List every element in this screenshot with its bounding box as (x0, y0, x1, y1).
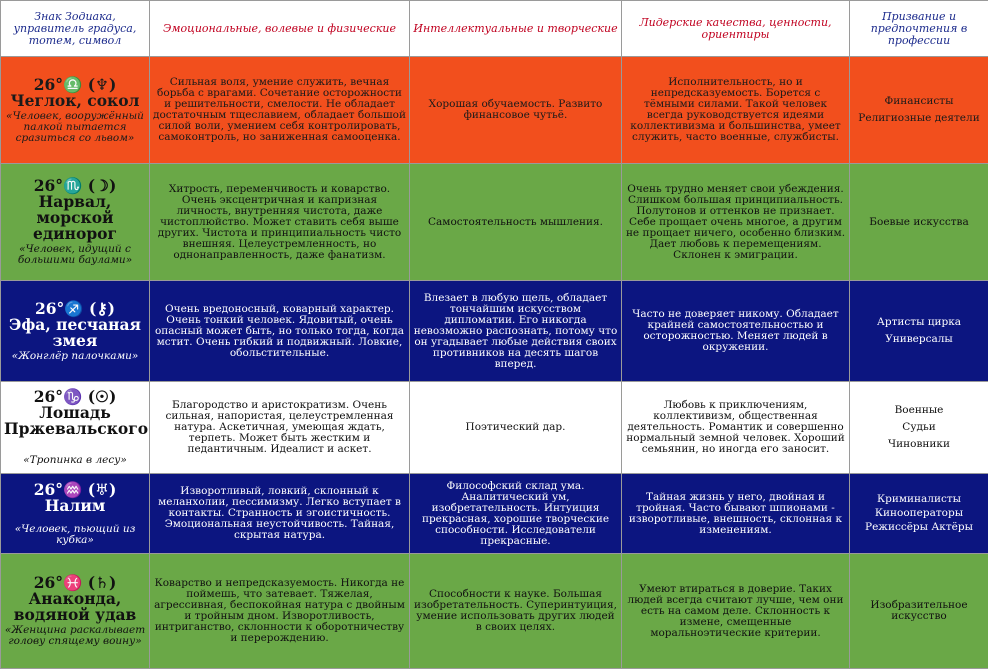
professions-cell (850, 554, 988, 669)
header-leadership: Лидерские качества, ценности, ориентиры (622, 1, 850, 57)
profession-item: Универсалы (885, 333, 953, 345)
professions-cell (850, 382, 988, 474)
professions-cell (850, 281, 988, 382)
sign-degree: 26°♎ (♆) (33, 74, 117, 94)
emotional-cell: Сильная воля, умение служить, вечная борьба с врагами. Сочетание осторожности и решительности, смелости. Не обладает достаточным тщеславием, обладает большой силой воли, умением себя контролировать, самоконтроль, но заниженная самооценка. (150, 57, 410, 164)
symbol-motto: «Человек, вооружённый палкой пытается сразиться со львом» (6, 109, 144, 144)
intellectual-cell: Хорошая обучаемость. Развито финансовое чутьё. (410, 57, 622, 164)
profession-item: Изобразительное искусство (870, 599, 968, 622)
header-intellectual: Интеллектуальные и творческие (410, 1, 622, 57)
sign-degree: 26°♏ (☽) (33, 176, 117, 195)
emotional-cell: Изворотливый, ловкий, склонный к меланхолии, пессимизму. Легко вступает в контакты. Странность и эгоистичность. Эмоциональная неустойчивость. Тайная, скрытая натура. (150, 474, 410, 554)
header-professions: Призвание и предпочтения в профессии (850, 1, 988, 57)
profession-item: Чиновники (888, 438, 950, 450)
professions-cell (850, 57, 988, 164)
sign-cell (1, 164, 150, 281)
profession-item: Кинооператоры (874, 507, 964, 519)
emotional-cell: Хитрость, переменчивость и коварство. Очень эксцентричная и капризная личность, внутренняя чистота, даже чистоплюйство. Может ставить себя выше других. Чистота и принципиальность чисто внешняя. Целеустремленность, но однонаправленность, даже фанатизм. (150, 164, 410, 281)
sign-cell (1, 57, 150, 164)
sign-degree: 26°♑ (☉) (33, 387, 117, 406)
sign-cell (1, 554, 150, 669)
totem-name: Нарвал, морской единорог (32, 192, 118, 243)
leadership-cell: Часто не доверяет никому. Обладает крайней самостоятельностью и осторожностью. Меняет людей в окружении. (622, 281, 850, 382)
intellectual-cell: Философский склад ума. Аналитический ум, изобретательность. Интуиция прекрасная, хорошие творческие способности. Исследователи прекрасные. (410, 474, 622, 554)
symbol-motto: «Человек, идущий с большими баулами» (17, 243, 133, 266)
profession-item: Режиссёры Актёры (865, 521, 973, 533)
intellectual-cell: Способности к науке. Большая изобретательность. Суперинтуиция, умение использовать других людей в своих целях. (410, 554, 622, 669)
symbol-motto: «Жонглёр палочками» (11, 349, 139, 362)
intellectual-cell: Поэтический дар. (410, 382, 622, 474)
sign-degree: 26°♐ (⚷) (34, 298, 116, 318)
profession-item: Религиозные деятели (858, 112, 980, 124)
intellectual-cell: Влезает в любую щель, обладает тончайшим искусством дипломатии. Его никогда невозможно распознать, потому что он угадывает любые действия своих противников на десять шагов вперед. (410, 281, 622, 382)
profession-item: Боевые искусства (869, 215, 969, 228)
header-emotional: Эмоциональные, волевые и физические (150, 1, 410, 57)
table-row (1, 382, 988, 474)
sign-degree: 26°♒ (♅) (33, 479, 117, 499)
sign-degree: 26°♓ (♄) (33, 573, 117, 592)
table-row (1, 57, 988, 164)
sign-cell (1, 474, 150, 554)
totem-name: Анаконда, водяной удав (13, 589, 137, 624)
table-row (1, 554, 988, 669)
leadership-cell: Очень трудно меняет свои убеждения. Слишком большая принципиальность. Полутонов и оттенков не признает. Себе прощает очень многое, а другим не прощает ничего, особенно близким. Дает любовь к перемещениям. Склонен к эмиграции. (622, 164, 850, 281)
symbol-motto: «Женщина раскалывает голову спящему воину» (4, 624, 146, 647)
sign-cell (1, 281, 150, 382)
symbol-motto: «Человек, пьющий из кубка» (14, 522, 136, 546)
totem-name: Эфа, песчаная змея (8, 314, 141, 350)
professions-cell (850, 164, 988, 281)
header-row (1, 1, 988, 57)
symbol-motto: «Тропинка в лесу» (23, 454, 127, 466)
leadership-cell: Тайная жизнь у него, двойная и тройная. Часто бывают шпионами - изворотливые, внешность, склонная к изменениям. (622, 474, 850, 554)
totem-name: Лошадь Пржевальского (4, 403, 149, 438)
intellectual-cell: Самостоятельность мышления. (410, 164, 622, 281)
totem-name: Налим (44, 495, 106, 515)
profession-item: Военные (894, 404, 944, 416)
profession-item: Криминалисты (877, 493, 961, 505)
table-row (1, 474, 988, 554)
profession-item: Судьи (902, 421, 936, 433)
leadership-cell: Умеют втираться в доверие. Таких людей всегда считают лучше, чем они есть на самом деле. Склонность к измене, смещенные моральноэтические критерии. (622, 554, 850, 669)
profession-item: Финансисты (884, 95, 954, 107)
sign-cell (1, 382, 150, 474)
table-row (1, 281, 988, 382)
totem-name: Чеглок, сокол (10, 90, 140, 110)
leadership-cell: Исполнительность, но и непредсказуемость. Борется с тёмными силами. Такой человек всегда руководствуется идеями коллективизма и большинства, умеет служить, часто военные, службисты. (622, 57, 850, 164)
table-row (1, 164, 988, 281)
header-zodiac-sign: Знак Зодиака, управитель градуса, тотем, символ (1, 1, 150, 57)
emotional-cell: Благородство и аристократизм. Очень сильная, напористая, целеустремленная натура. Аскетичная, умеющая ждать, терпеть. Может быть жестким и педантичным. Идеалист и аскет. (150, 382, 410, 474)
profession-item: Артисты цирка (876, 316, 962, 328)
emotional-cell: Коварство и непредсказуемость. Никогда не поймешь, что затевает. Тяжелая, агрессивная, беспокойная натура с двойным и тройным дном. Изворотливость, интриганство, склонности к оборотничеству и перерождению. (150, 554, 410, 669)
leadership-cell: Любовь к приключениям, коллективизм, общественная деятельность. Романтик и совершенно нормальный земной человек. Хороший семьянин, но иногда его заносит. (622, 382, 850, 474)
professions-cell (850, 474, 988, 554)
emotional-cell: Очень вредоносный, коварный характер. Очень тонкий человек. Ядовитый, очень опасный может быть, но только тогда, когда мстит. Очень гибкий и подвижный. Ловкие, обольстительные. (150, 281, 410, 382)
